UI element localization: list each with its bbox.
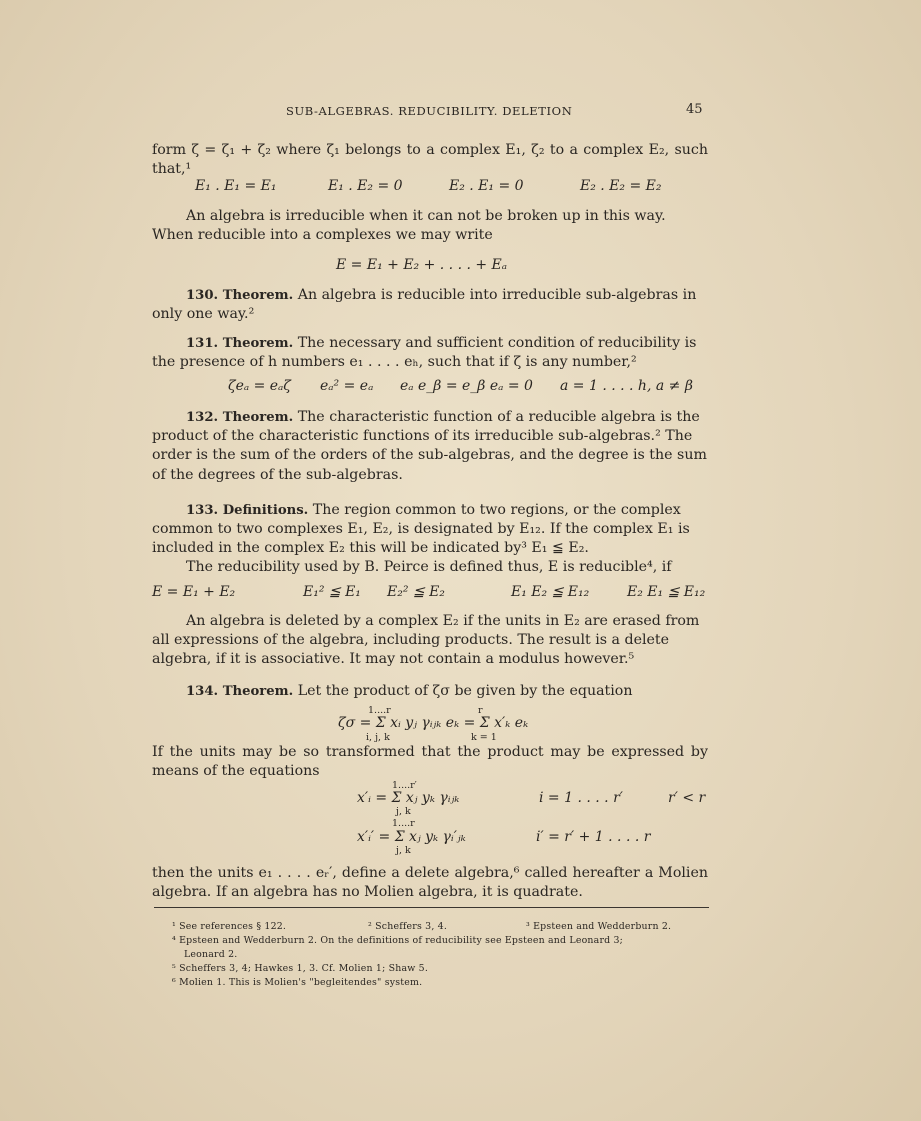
- theorem-131-label: 131. Theorem.: [186, 336, 294, 351]
- theorem-132-text: The characteristic function of a reducible algebra is the: [297, 409, 700, 425]
- theorem-132-line-3: order is the sum of the orders of the sub-algebras, and the degree is the sum: [152, 447, 707, 463]
- eqA-sum-upper: 1....r′: [392, 780, 417, 791]
- footnote-2: ² Scheffers 3, 4.: [368, 921, 448, 932]
- intro-line-2: that,¹: [152, 161, 192, 177]
- page-number: 45: [686, 102, 703, 117]
- footnote-3: ³ Epsteen and Wedderburn 2.: [526, 921, 672, 932]
- molien-equation-a: x′ᵢ = Σ xⱼ yₖ γᵢⱼₖ: [357, 790, 460, 806]
- irreducible-line-2: When reducible into a complexes we may write: [152, 227, 493, 243]
- main-sum-lower-1: i, j, k: [366, 732, 390, 743]
- molien-equation-b: x′ᵢ′ = Σ xⱼ yₖ γᵢ′ⱼₖ: [357, 829, 466, 845]
- definition-133-label: 133. Definitions.: [186, 503, 309, 518]
- equation-orthogonal: eₐ e_β = e_β eₐ = 0: [400, 378, 533, 394]
- peirce-eq-2: E₁² ≦ E₁: [303, 584, 361, 600]
- theorem-132-line-4: of the degrees of the sub-algebras.: [152, 467, 403, 483]
- equation-idempotent: eₐ² = eₐ: [320, 378, 374, 394]
- peirce-eq-4: E₁ E₂ ≦ E₁₂: [511, 584, 590, 600]
- footnote-4-cont: Leonard 2.: [184, 949, 238, 960]
- definition-133-line-2: common to two complexes E₁, E₂, is designated by E₁₂. If the complex E₁ is: [152, 521, 690, 537]
- running-title: SUB-ALGEBRAS. REDUCIBILITY. DELETION: [286, 104, 573, 118]
- theorem-130-line-2: only one way.²: [152, 306, 255, 322]
- theorem-131-text: The necessary and sufficient condition of reducibility is: [297, 335, 697, 351]
- equation-e2e2: E₂ . E₂ = E₂: [580, 178, 662, 194]
- theorem-132-line-2: product of the characteristic functions of its irreducible sub-algebras.² The: [152, 428, 693, 444]
- footnote-5: ⁵ Scheffers 3, 4; Hawkes 1, 3. Cf. Molien 1; Shaw 5.: [172, 963, 429, 974]
- main-sum-lower-2: k = 1: [471, 732, 497, 743]
- eqB-sum-upper: 1....r: [392, 818, 415, 829]
- eqB-range: i′ = r′ + 1 . . . . r: [536, 829, 651, 845]
- sum-equation: E = E₁ + E₂ + . . . . + Eₐ: [336, 257, 508, 273]
- irreducible-line-1: An algebra is irreducible when it can not be broken up in this way.: [186, 208, 666, 224]
- definition-133-line-4: The reducibility used by B. Peirce is defined thus, E is reducible⁴, if: [186, 559, 672, 575]
- deleted-line-1: An algebra is deleted by a complex E₂ if the units in E₂ are erased from: [186, 613, 700, 629]
- theorem-134-text: Let the product of ζσ be given by the equation: [297, 683, 633, 699]
- theorem-132-line-1: [186, 408, 700, 427]
- footnote-rule: [154, 907, 709, 908]
- theorem-134-line-5: algebra. If an algebra has no Molien algebra, it is quadrate.: [152, 884, 583, 900]
- theorem-132-label: 132. Theorem.: [186, 410, 294, 425]
- theorem-131-line-1: [186, 334, 696, 353]
- eqA-sum-lower: j, k: [396, 806, 411, 817]
- definition-133-text: The region common to two regions, or the complex: [312, 502, 681, 518]
- theorem-134-label: 134. Theorem.: [186, 684, 294, 699]
- definition-133-line-3: included in the complex E₂ this will be indicated by³ E₁ ≦ E₂.: [152, 540, 589, 556]
- theorem-134-line-4: then the units e₁ . . . . eᵣ′, define a delete algebra,⁶ called hereafter a Molien: [152, 865, 708, 881]
- theorem-131-line-2: the presence of h numbers e₁ . . . . eₕ, such that if ζ is any number,²: [152, 354, 637, 370]
- definition-133-line-1: [186, 501, 681, 520]
- equation-range: a = 1 . . . . h, a ≠ β: [560, 378, 693, 394]
- eqA-range: i = 1 . . . . r′: [539, 790, 623, 806]
- equation-e1e2: E₁ . E₂ = 0: [328, 178, 403, 194]
- theorem-134-line-1: [186, 682, 632, 701]
- theorem-130-line-1: [186, 286, 696, 305]
- theorem-134-line-2: If the units may be so transformed that the product may be expressed by: [152, 744, 708, 760]
- main-sum-upper-1: 1....r: [368, 705, 391, 716]
- footnote-4: ⁴ Epsteen and Wedderburn 2. On the definitions of reducibility see Epsteen and Leonard 3;: [172, 935, 624, 946]
- theorem-134-line-3: means of the equations: [152, 763, 320, 779]
- equation-commute: ζeₐ = eₐζ: [228, 378, 291, 394]
- main-product-equation: ζσ = Σ xᵢ yⱼ γᵢⱼₖ eₖ = Σ x′ₖ eₖ: [338, 715, 529, 731]
- intro-line-1: form ζ = ζ₁ + ζ₂ where ζ₁ belongs to a complex E₁, ζ₂ to a complex E₂, such: [152, 142, 708, 158]
- main-sum-upper-2: r: [478, 705, 483, 716]
- deleted-line-3: algebra, if it is associative. It may not contain a modulus however.⁵: [152, 651, 635, 667]
- peirce-eq-5: E₂ E₁ ≦ E₁₂: [627, 584, 706, 600]
- equation-e1e1: E₁ . E₁ = E₁: [195, 178, 277, 194]
- eqA-condition: r′ < r: [668, 790, 706, 806]
- peirce-eq-1: E = E₁ + E₂: [152, 584, 236, 600]
- eqB-sum-lower: j, k: [396, 845, 411, 856]
- theorem-130-label: 130. Theorem.: [186, 288, 294, 303]
- theorem-130-text: An algebra is reducible into irreducible sub-algebras in: [297, 287, 697, 303]
- deleted-line-2: all expressions of the algebra, including products. The result is a delete: [152, 632, 670, 648]
- equation-e2e1: E₂ . E₁ = 0: [449, 178, 524, 194]
- peirce-eq-3: E₂² ≦ E₂: [387, 584, 445, 600]
- footnote-6: ⁶ Molien 1. This is Molien's "begleitendes" system.: [172, 977, 423, 988]
- footnote-1: ¹ See references § 122.: [172, 921, 287, 932]
